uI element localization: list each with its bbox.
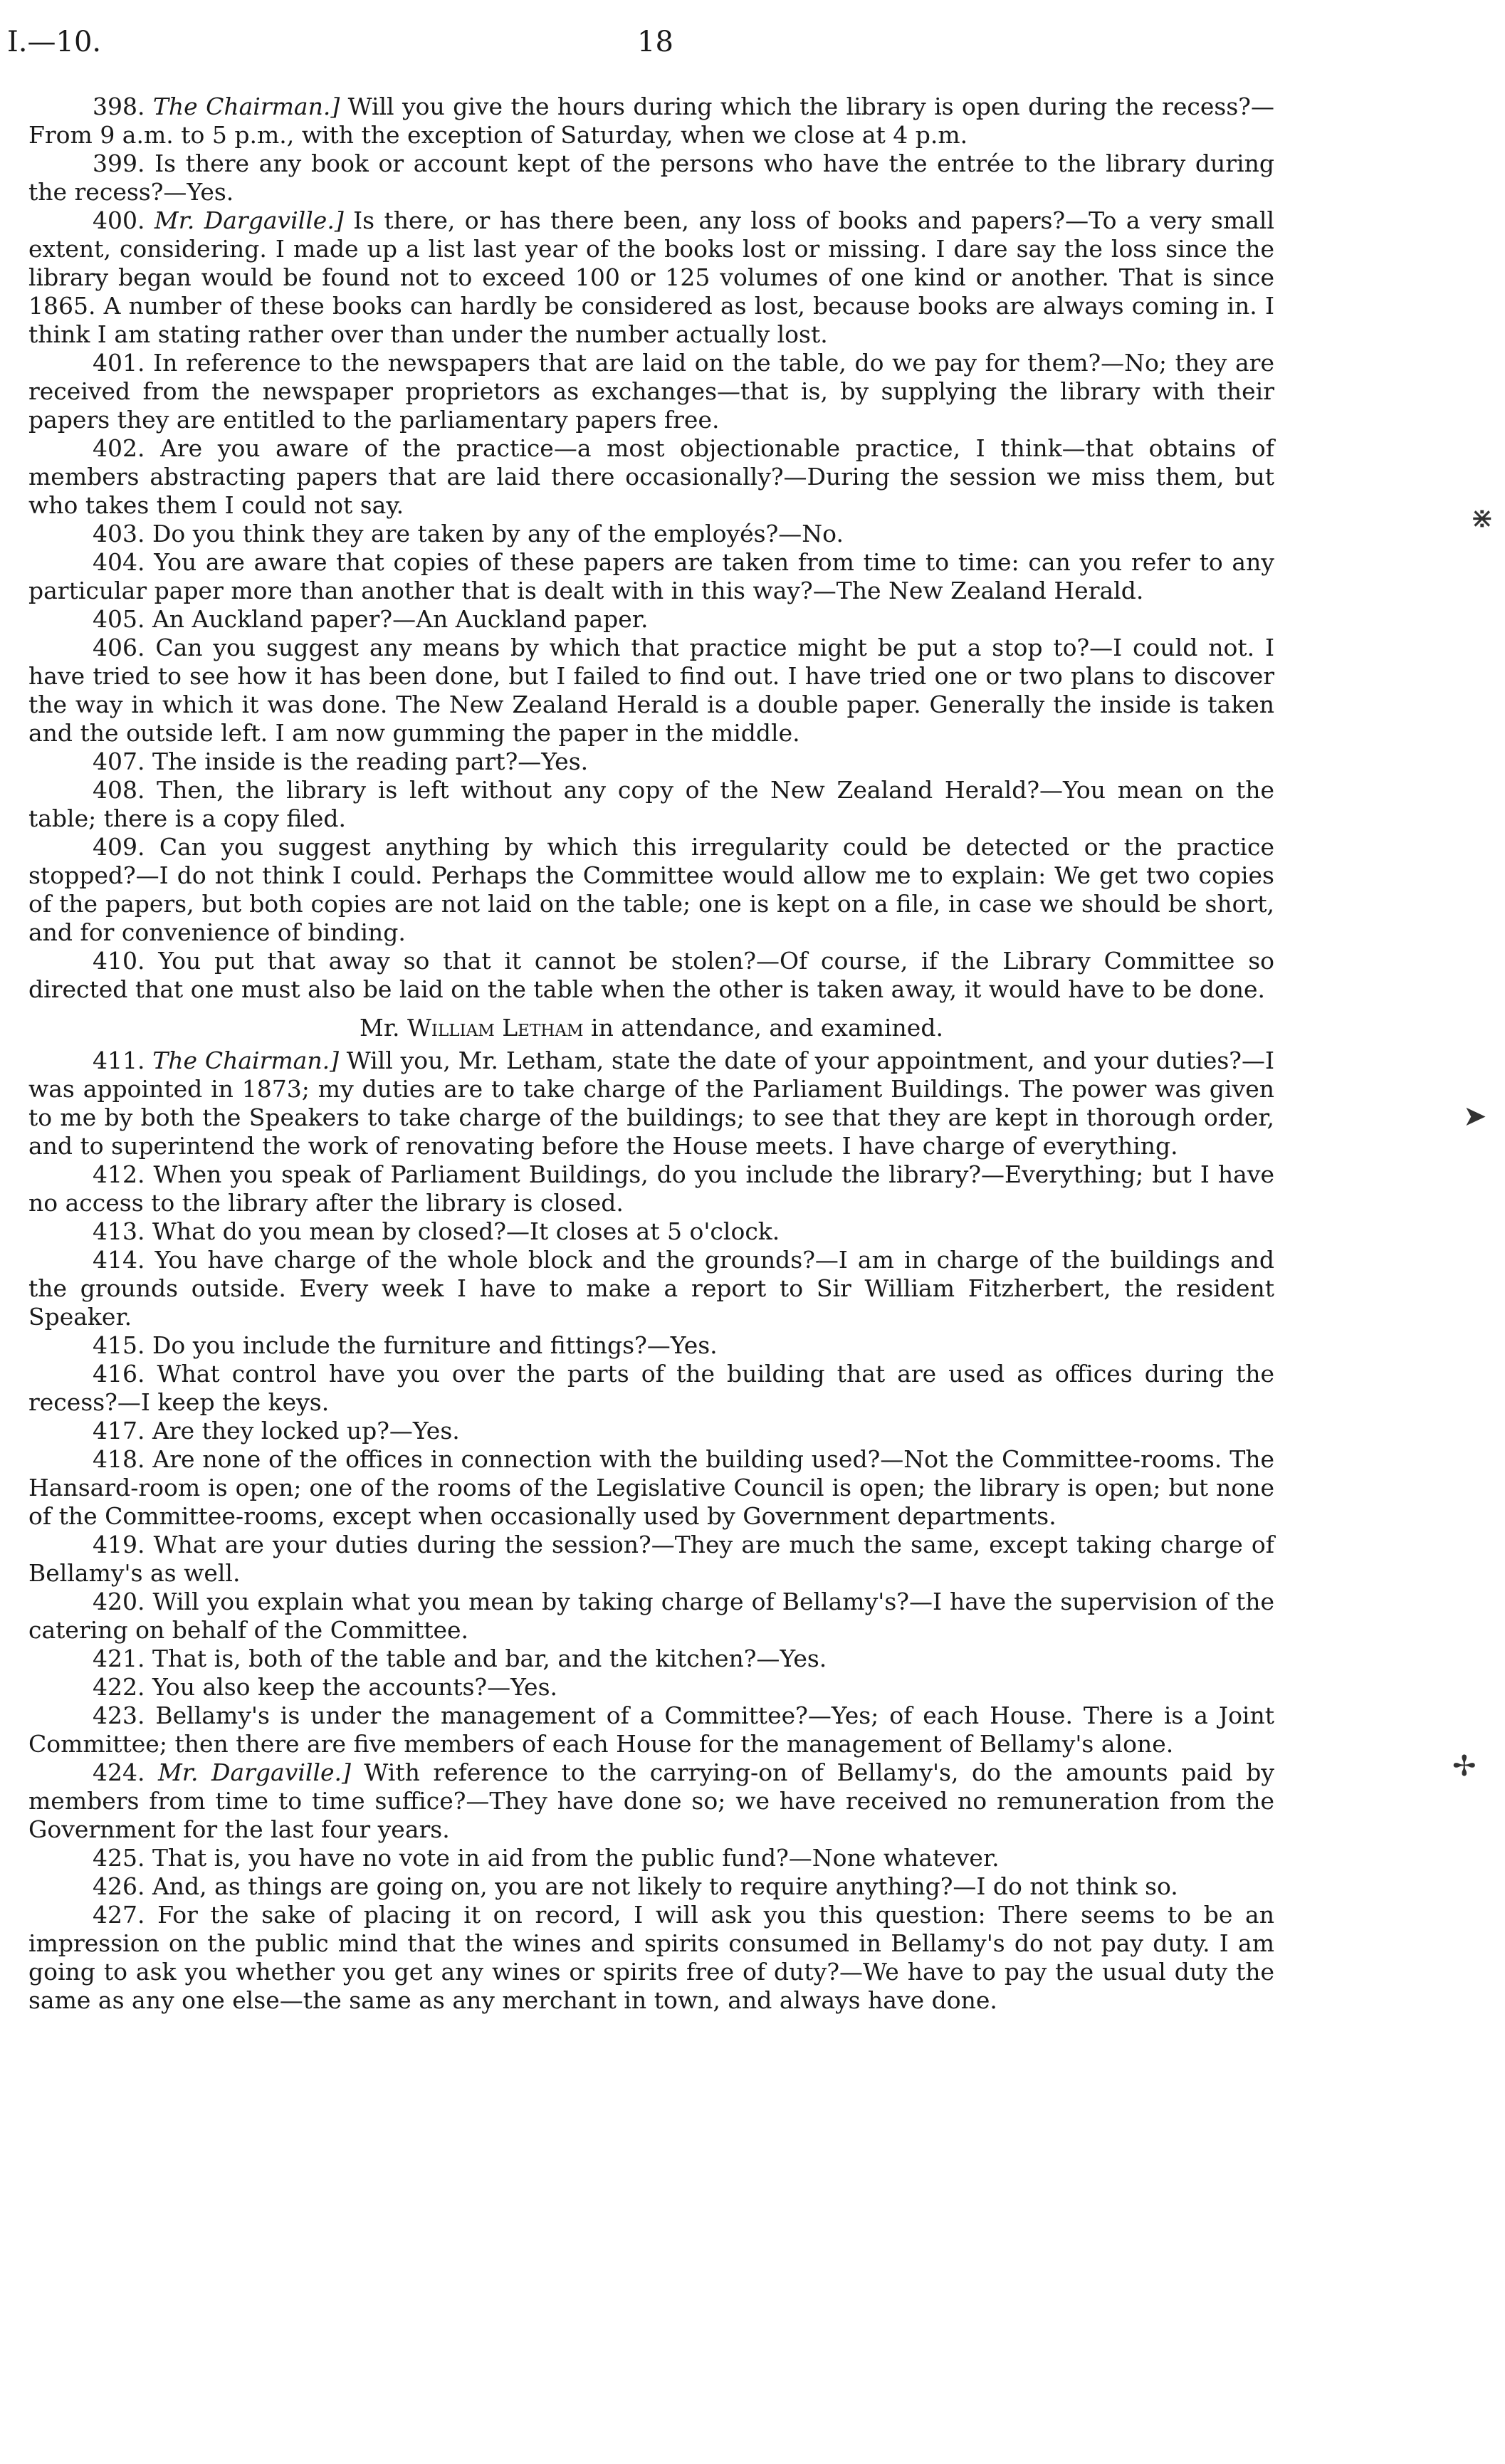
question-number: 400. — [93, 206, 154, 234]
qa-paragraph — [28, 634, 1274, 748]
paragraph-text: 416. What control have you over the parts of the building that are used as offices during the recess?—I keep the keys. — [28, 1360, 1274, 1416]
qa-paragraph — [28, 776, 1274, 833]
margin-mark-icon: ⋇ — [1470, 502, 1494, 535]
qa-paragraph — [28, 1758, 1274, 1844]
paragraph-text: With reference to the carrying-on of Bellamy's, do the amounts paid by members from time to time suffice?—They have done so; we have received no remuneration from the Government for the last four years. — [28, 1758, 1274, 1843]
witness-name: William Letham — [407, 1014, 584, 1042]
qa-paragraph — [28, 1217, 1274, 1246]
document-body — [28, 93, 1274, 2015]
paragraph-text: 418. Are none of the offices in connection with the building used?—Not the Committee-rooms. The Hansard-room is open; one of the rooms of the Legislative Council is open; the library is open; but none of the Committee-rooms, except when occasionally used by Government departments. — [28, 1445, 1274, 1530]
qa-paragraph — [28, 93, 1274, 150]
section-heading-pre: Mr. — [360, 1014, 407, 1042]
paragraph-text: 413. What do you mean by closed?—It closes at 5 o'clock. — [93, 1217, 780, 1245]
qa-paragraph — [28, 150, 1274, 206]
paragraph-text: 403. Do you think they are taken by any of the employés?—No. — [93, 520, 844, 547]
paragraph-text: 412. When you speak of Parliament Buildings, do you include the library?—Everything; but I have no access to the library after the library is closed. — [28, 1160, 1274, 1217]
examination-part-2 — [28, 1047, 1274, 2015]
qa-paragraph — [28, 1901, 1274, 2015]
paragraph-text: 402. Are you aware of the practice—a most objectionable practice, I think—that obtains of members abstracting papers that are laid there occasionally?—During the session we miss them, but who takes them I could not say. — [28, 434, 1274, 519]
qa-paragraph — [28, 434, 1274, 520]
speaker-name: The Chairman.] — [152, 93, 340, 120]
paragraph-text: Will you give the hours during which the library is open during the recess?—From 9 a.m. to 5 p.m., with the exception of Saturday, when we close at 4 p.m. — [28, 93, 1274, 149]
paragraph-text: 423. Bellamy's is under the management of a Committee?—Yes; of each House. There is a Joint Committee; then there are five members of each House for the management of Bellamy's alone. — [28, 1702, 1274, 1758]
paragraph-text: 425. That is, you have no vote in aid from the public fund?—None whatever. — [93, 1844, 1000, 1872]
examination-part-1 — [28, 93, 1274, 1004]
paragraph-text: Is there, or has there been, any loss of books and papers?—To a very small extent, considering. I made up a list last year of the books lost or missing. I dare say the loss since the library began would be found not to exceed 100 or 125 volumes of one kind or another. That is since 1865. A number of these books can hardly be considered as lost, because books are always coming in. I think I am stating rather over than under the number actually lost. — [28, 206, 1275, 348]
paragraph-text: 415. Do you include the furniture and fittings?—Yes. — [93, 1331, 718, 1359]
qa-paragraph — [28, 1531, 1274, 1588]
paragraph-text: 421. That is, both of the table and bar, and the kitchen?—Yes. — [93, 1645, 827, 1672]
question-number: 398. — [93, 93, 153, 120]
qa-paragraph — [28, 833, 1274, 947]
qa-paragraph — [28, 605, 1274, 634]
paragraph-text: 410. You put that away so that it cannot be stolen?—Of course, if the Library Committee so directed that one must also be laid on the table when the other is taken away, it would have to be done. — [28, 947, 1274, 1003]
paragraph-text: 419. What are your duties during the session?—They are much the same, except taking charge of Bellamy's as well. — [28, 1531, 1274, 1587]
qa-paragraph — [28, 1160, 1274, 1217]
speaker-name: Mr. Dargaville.] — [154, 206, 344, 234]
qa-paragraph — [28, 520, 1274, 548]
paragraph-text: 408. Then, the library is left without any copy of the New Zealand Herald?—You mean on the table; there is a copy filed. — [28, 776, 1274, 832]
qa-paragraph — [28, 1645, 1274, 1673]
paragraph-text: 405. An Auckland paper?—An Auckland paper. — [93, 605, 649, 633]
paragraph-text: 422. You also keep the accounts?—Yes. — [93, 1673, 557, 1701]
qa-paragraph — [28, 947, 1274, 1004]
qa-paragraph — [28, 1246, 1274, 1331]
qa-paragraph — [28, 206, 1274, 349]
qa-paragraph — [28, 1047, 1274, 1160]
qa-paragraph — [28, 1588, 1274, 1645]
margin-arrow-icon: ➤ — [1463, 1100, 1487, 1133]
qa-paragraph — [28, 748, 1274, 776]
qa-paragraph — [28, 1360, 1274, 1417]
paragraph-text: 420. Will you explain what you mean by taking charge of Bellamy's?—I have the supervision of the catering on behalf of the Committee. — [28, 1588, 1274, 1644]
qa-paragraph — [28, 1872, 1274, 1901]
paragraph-text: 427. For the sake of placing it on record, I will ask you this question: There seems to be an impression on the public mind that the wines and spirits consumed in Bellamy's do not pay duty. I am going to ask you whether you get any wines or spirits free of duty?—We have to pay the usual duty the same as any one else—the same as any merchant in town, and always have done. — [28, 1901, 1274, 2014]
qa-paragraph — [28, 1417, 1274, 1445]
paragraph-text: 407. The inside is the reading part?—Yes. — [93, 748, 589, 775]
qa-paragraph — [28, 1702, 1274, 1758]
qa-paragraph — [28, 1673, 1274, 1702]
paragraph-text: Will you, Mr. Letham, state the date of your appointment, and your duties?—I was appointed in 1873; my duties are to take charge of the Parliament Buildings. The power was given to me by both the Speakers to take charge of the buildings; to see that they are kept in thorough order, and to superintend the work of renovating before the House meets. I have charge of everything. — [28, 1047, 1275, 1160]
speaker-name: Mr. Dargaville.] — [158, 1758, 351, 1786]
paragraph-text: 409. Can you suggest anything by which this irregularity could be detected or the practice stopped?—I do not think I could. Perhaps the Committee would allow me to explain: We get two copies of the papers, but both copies are not laid on the table; one is kept on a file, in case we should be short, and for convenience of binding. — [28, 833, 1274, 946]
question-number: 424. — [93, 1758, 159, 1786]
speaker-name: The Chairman.] — [152, 1047, 339, 1074]
section-heading-post: in attendance, and examined. — [583, 1014, 943, 1042]
qa-paragraph — [28, 1445, 1274, 1531]
paragraph-text: 401. In reference to the newspapers that are laid on the table, do we pay for them?—No; they are received from the newspaper proprietors as exchanges—that is, by supplying the library with their papers they are entitled to the parliamentary papers free. — [28, 349, 1274, 434]
paragraph-text: 404. You are aware that copies of these papers are taken from time to time: can you refer to any particular paper more than another that is dealt with in this way?—The New Zealand Herald. — [28, 548, 1274, 604]
question-number: 411. — [93, 1047, 153, 1074]
paragraph-text: 399. Is there any book or account kept of the persons who have the entrée to the library during the recess?—Yes. — [28, 150, 1274, 206]
document-reference: I.—10. — [7, 26, 102, 58]
margin-mark-icon: ✢ — [1452, 1750, 1477, 1783]
page-header — [0, 26, 1505, 68]
qa-paragraph — [28, 349, 1274, 434]
qa-paragraph — [28, 548, 1274, 605]
qa-paragraph — [28, 1844, 1274, 1872]
paragraph-text: 417. Are they locked up?—Yes. — [93, 1417, 460, 1445]
qa-paragraph — [28, 1331, 1274, 1360]
paragraph-text: 414. You have charge of the whole block and the grounds?—I am in charge of the buildings and the grounds outside. Every week I have to make a report to Sir William Fitzherbert, the resident Speaker. — [28, 1246, 1274, 1331]
page-number: 18 — [637, 26, 673, 58]
paragraph-text: 406. Can you suggest any means by which that practice might be put a stop to?—I could not. I have tried to see how it has been done, but I failed to find out. I have tried one or two plans to discover the way in which it was done. The New Zealand Herald is a double paper. Generally the inside is taken and the outside left. I am now gumming the paper in the middle. — [28, 634, 1274, 747]
paragraph-text: 426. And, as things are going on, you are not likely to require anything?—I do not think so. — [93, 1872, 1178, 1900]
section-heading — [28, 1014, 1274, 1042]
